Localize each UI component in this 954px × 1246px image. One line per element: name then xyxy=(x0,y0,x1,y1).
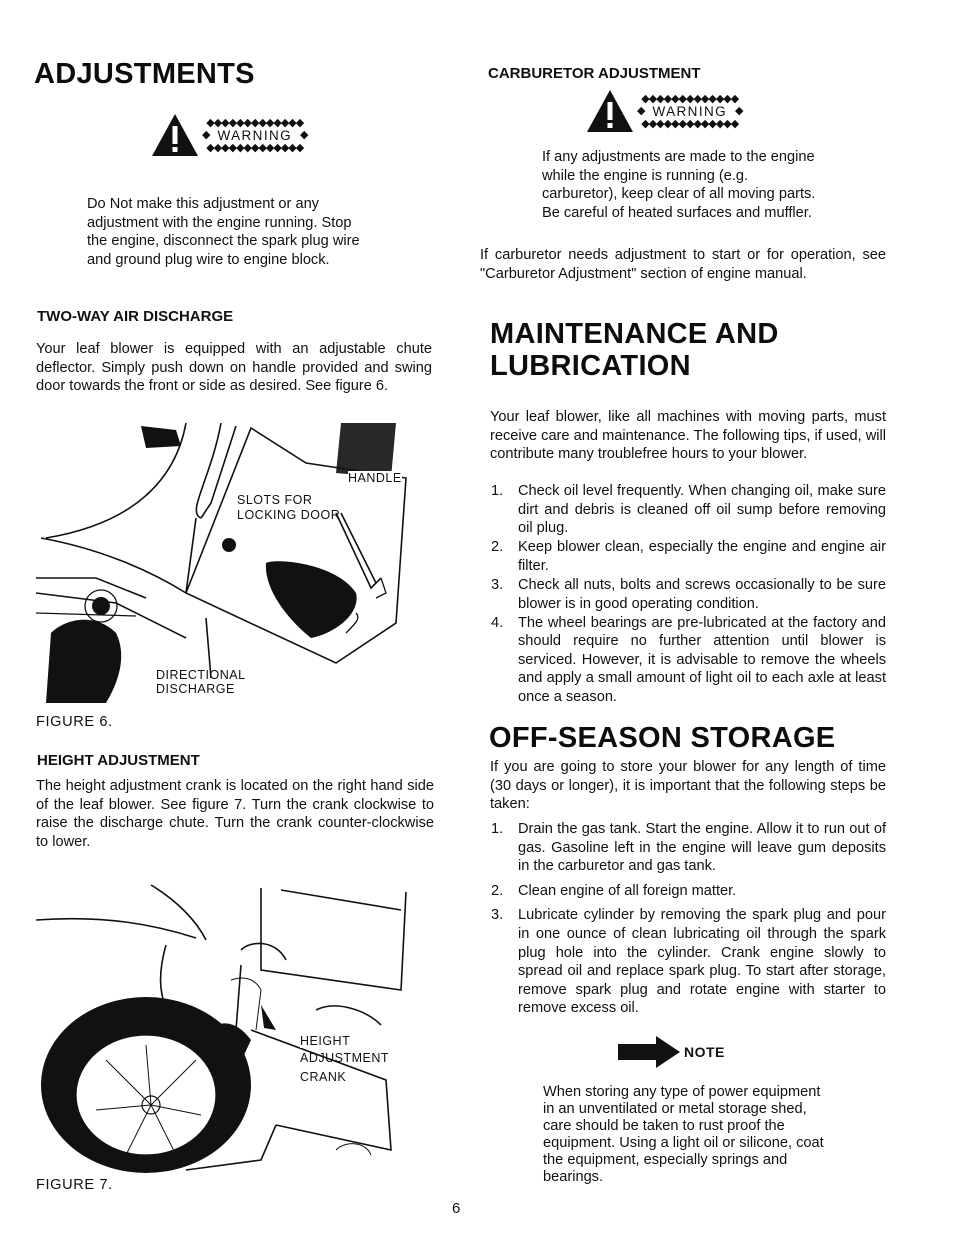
warning-text: Do Not make this adjustment or any adjustment with the engine running. Stop the engine, disconnect the spark plug wire and ground plug wire to engine block. xyxy=(87,196,360,268)
carb-warning-text: If any adjustments are made to the engine while the engine is running (e.g. carburetor), keep clear of all moving parts. Be careful of heated surfaces and muffler. xyxy=(542,149,816,221)
storage-list xyxy=(491,820,886,1018)
warning-dots-bottom: ◆◆◆◆◆◆◆◆◆◆◆◆◆ xyxy=(206,141,304,154)
list-item: 2. Keep blower clean, especially the engine and engine air filter. xyxy=(491,539,886,574)
height-text: The height adjustment crank is located on the right hand side of the leaf blower. See figure 7. Turn the crank clockwise to raise the discharge chute. Turn the crank counter-clockwise to lower. xyxy=(36,778,434,850)
two-way-text: Your leaf blower is equipped with an adjustable chute deflector. Simply push down on handle provided and swing door towards the front or side as desired. See figure 6. xyxy=(36,341,432,395)
note-text: When storing any type of power equipment in an unventilated or metal storage shed, care should be taken to rust proof the equipment. Using a light oil or silicone, coat the equipment, especially springs and bearings. xyxy=(543,1084,824,1185)
warning-banner: ◆◆◆◆◆◆◆◆◆◆◆◆◆ ◆ WARNING ◆ ◆◆◆◆◆◆◆◆◆◆◆◆◆ xyxy=(202,116,308,154)
figure-7-caption: FIGURE 7. xyxy=(36,1177,113,1193)
carburetor-title: CARBURETOR ADJUSTMENT xyxy=(488,65,701,82)
list-item: 3. Lubricate cylinder by removing the spark plug and pour in one ounce of clean lubricating oil through the spark plug hole into the cylinder. Crank engine slowly to spread oil and replace spark plug. To start after storage, remove spark plug and rotate engine with starter to remove excess oil. xyxy=(491,907,886,1017)
maintenance-heading-2: LUBRICATION xyxy=(490,350,691,382)
list-item: 4. The wheel bearings are pre-lubricated at the factory and should require no further attention until blower is serviced. However, it is advisable to remove the wheels and apply a small amount of light oil to each axle at least once a season. xyxy=(491,614,886,706)
warning-dots-top: ◆◆◆◆◆◆◆◆◆◆◆◆◆ xyxy=(206,116,304,129)
figure-7-illustration xyxy=(36,880,416,1175)
label-directional-1: DIRECTIONAL xyxy=(156,668,246,682)
carb-warning-block xyxy=(585,88,742,134)
storage-intro: If you are going to store your blower for any length of time (30 days or longer), it is important that the following steps be taken: xyxy=(490,759,886,813)
note-label: NOTE xyxy=(684,1044,725,1060)
label-handle: HANDLE xyxy=(348,471,402,485)
label-crank: CRANK xyxy=(300,1070,347,1084)
page-number: 6 xyxy=(452,1200,461,1217)
figure-6 xyxy=(36,418,436,708)
maintenance-intro: Your leaf blower, like all machines with moving parts, must receive care and maintenance. The following tips, if used, will contribute many troublefree hours to your blower. xyxy=(490,409,886,463)
label-slots-2: LOCKING DOOR xyxy=(237,508,341,522)
figure-6-caption: FIGURE 6. xyxy=(36,714,113,730)
note-block xyxy=(618,1036,725,1068)
list-item: 2. Clean engine of all foreign matter. xyxy=(491,882,737,899)
list-item: 1. Drain the gas tank. Start the engine. Allow it to run out of gas. Gasoline left in the engine will leave gum deposits in the carburetor and gas tank. xyxy=(491,821,886,875)
figure-7 xyxy=(36,880,416,1175)
note-arrow-icon xyxy=(618,1036,680,1068)
label-slots-1: SLOTS FOR xyxy=(237,493,313,507)
two-way-title: TWO-WAY AIR DISCHARGE xyxy=(37,308,234,325)
warning-triangle-icon xyxy=(150,112,200,158)
warning-block xyxy=(150,112,307,158)
carb-warning-label: WARNING xyxy=(652,103,728,119)
carb-text: If carburetor needs adjustment to start or for operation, see "Carburetor Adjustment" section of engine manual. xyxy=(480,247,886,282)
label-adjustment: ADJUSTMENT xyxy=(300,1051,390,1065)
carb-warning-triangle-icon xyxy=(585,88,635,134)
list-item: 1. Check oil level frequently. When changing oil, make sure dirt and debris is cleaned off oil sump before removing oil plug. xyxy=(491,483,886,537)
list-item: 3. Check all nuts, bolts and screws occasionally to be sure blower is in good operating condition. xyxy=(491,576,886,612)
label-height: HEIGHT xyxy=(300,1034,351,1048)
storage-heading: OFF-SEASON STORAGE xyxy=(489,722,836,754)
carb-warning-banner: ◆◆◆◆◆◆◆◆◆◆◆◆◆ ◆ WARNING ◆ ◆◆◆◆◆◆◆◆◆◆◆◆◆ xyxy=(637,92,743,130)
warning-label: WARNING xyxy=(217,127,293,143)
height-title: HEIGHT ADJUSTMENT xyxy=(37,752,200,769)
label-directional-2: DISCHARGE xyxy=(156,682,235,696)
maintenance-heading-1: MAINTENANCE AND xyxy=(490,318,779,350)
maintenance-list xyxy=(491,482,886,707)
figure-6-illustration xyxy=(36,418,436,708)
adjustments-heading: ADJUSTMENTS xyxy=(34,58,255,90)
